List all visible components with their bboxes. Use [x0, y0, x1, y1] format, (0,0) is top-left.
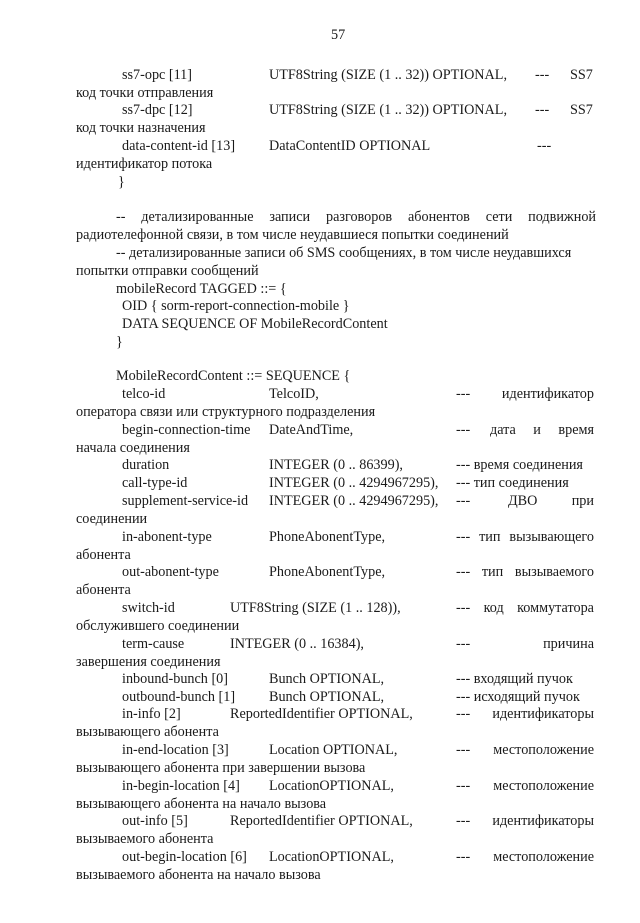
- asn1-oid: OID { sorm-report-connection-mobile }: [122, 298, 350, 314]
- field-type: UTF8String (SIZE (1 .. 32)) OPTIONAL,: [269, 102, 508, 118]
- comment-continuation: вызываемого абонента: [76, 831, 214, 847]
- field-name: supplement-service-id: [122, 493, 249, 509]
- comment-dash: ---: [537, 138, 552, 154]
- field-name: ss7-dpc [12]: [122, 102, 193, 118]
- field-type: PhoneAbonentType,: [269, 564, 386, 580]
- comment-dash: ---: [456, 706, 471, 722]
- field-name: in-info [2]: [122, 706, 181, 722]
- field-type: TelcoID,: [269, 386, 319, 402]
- comment-dash: ---: [456, 813, 471, 829]
- comment-continuation: идентификатор потока: [76, 156, 213, 172]
- field-name: out-info [5]: [122, 813, 188, 829]
- field-type: INTEGER (0 .. 4294967295),: [269, 493, 439, 509]
- comment-continuation: вызывающего абонента при завершении вызова: [76, 760, 366, 776]
- comment-dash: ---: [535, 102, 550, 118]
- field-type: LocationOPTIONAL,: [269, 849, 394, 865]
- comment-dash: ---: [456, 849, 471, 865]
- field-comment: ДВО при: [508, 493, 594, 509]
- comment-continuation: код точки назначения: [76, 120, 206, 136]
- field-comment: --- входящий пучок: [456, 671, 573, 687]
- comment-line: -- детализированные записи разговоров абонентов сети подвижной: [116, 209, 596, 225]
- field-name: duration: [122, 457, 170, 473]
- field-comment: местоположение: [493, 778, 594, 794]
- field-type: UTF8String (SIZE (1 .. 128)),: [230, 600, 401, 616]
- comment-dash: ---: [535, 67, 550, 83]
- field-name: in-begin-location [4]: [122, 778, 240, 794]
- field-type: PhoneAbonentType,: [269, 529, 386, 545]
- comment-dash: ---: [456, 636, 471, 652]
- field-name: term-cause: [122, 636, 185, 652]
- field-type: Location OPTIONAL,: [269, 742, 398, 758]
- comment-dash: ---: [456, 493, 471, 509]
- field-name: outbound-bunch [1]: [122, 689, 236, 705]
- comment-continuation: абонента: [76, 547, 131, 563]
- field-type: ReportedIdentifier OPTIONAL,: [230, 813, 413, 829]
- field-comment: SS7: [570, 102, 593, 118]
- field-name: in-abonent-type: [122, 529, 212, 545]
- field-comment: --- исходящий пучок: [456, 689, 580, 705]
- closing-brace: }: [118, 174, 125, 190]
- field-comment: --- тип вызывающего: [456, 529, 594, 545]
- field-comment: --- тип соединения: [456, 475, 569, 491]
- comment-dash: ---: [456, 742, 471, 758]
- comment-line: радиотелефонной связи, в том числе неудавшиеся попытки соединений: [76, 227, 509, 243]
- field-comment: местоположение: [493, 849, 594, 865]
- asn1-sequence-header: MobileRecordContent ::= SEQUENCE {: [116, 368, 351, 384]
- asn1-definition: mobileRecord TAGGED ::= {: [116, 281, 287, 297]
- closing-brace: }: [116, 334, 123, 350]
- comment-continuation: начала соединения: [76, 440, 190, 456]
- field-name: in-end-location [3]: [122, 742, 229, 758]
- field-name: telco-id: [122, 386, 166, 402]
- field-name: out-begin-location [6]: [122, 849, 247, 865]
- comment-line: -- детализированные записи об SMS сообщениях, в том числе неудавшихся: [116, 245, 572, 261]
- field-comment: идентификаторы: [492, 706, 594, 722]
- field-type: Bunch OPTIONAL,: [269, 689, 385, 705]
- field-name: switch-id: [122, 600, 175, 616]
- field-name: begin-connection-time: [122, 422, 251, 438]
- field-name: out-abonent-type: [122, 564, 219, 580]
- field-comment: идентификатор: [501, 386, 594, 402]
- comment-continuation: завершения соединения: [76, 654, 221, 670]
- field-name: inbound-bunch [0]: [122, 671, 228, 687]
- field-comment: идентификаторы: [492, 813, 594, 829]
- comment-continuation: код точки отправления: [76, 85, 214, 101]
- page-number: 57: [331, 27, 346, 43]
- field-type: UTF8String (SIZE (1 .. 32)) OPTIONAL,: [269, 67, 508, 83]
- field-name: data-content-id [13]: [122, 138, 236, 154]
- comment-continuation: обслужившего соединении: [76, 618, 240, 634]
- field-comment: --- время соединения: [456, 457, 583, 473]
- field-name: ss7-opc [11]: [122, 67, 193, 83]
- asn1-data-sequence: DATA SEQUENCE OF MobileRecordContent: [122, 316, 388, 332]
- comment-dash: ---: [456, 386, 471, 402]
- field-type: DataContentID OPTIONAL: [269, 138, 431, 154]
- comment-continuation: соединении: [76, 511, 148, 527]
- field-type: Bunch OPTIONAL,: [269, 671, 385, 687]
- field-name: call-type-id: [122, 475, 188, 491]
- comment-continuation: вызывающего абонента: [76, 724, 219, 740]
- field-comment: --- код коммутатора: [456, 600, 594, 616]
- field-comment: местоположение: [493, 742, 594, 758]
- comment-continuation: вызываемого абонента на начало вызова: [76, 867, 321, 883]
- field-type: INTEGER (0 .. 86399),: [269, 457, 403, 473]
- comment-dash: ---: [456, 422, 471, 438]
- field-comment: причина: [543, 636, 594, 652]
- field-type: INTEGER (0 .. 16384),: [230, 636, 364, 652]
- comment-continuation: абонента: [76, 582, 131, 598]
- comment-dash: ---: [456, 778, 471, 794]
- field-comment: дата и время: [490, 422, 594, 438]
- field-type: ReportedIdentifier OPTIONAL,: [230, 706, 413, 722]
- field-comment: --- тип вызываемого: [456, 564, 594, 580]
- field-type: LocationOPTIONAL,: [269, 778, 394, 794]
- field-type: INTEGER (0 .. 4294967295),: [269, 475, 439, 491]
- field-type: DateAndTime,: [269, 422, 354, 438]
- comment-line: попытки отправки сообщений: [76, 263, 259, 279]
- field-comment: SS7: [570, 67, 593, 83]
- comment-continuation: оператора связи или структурного подразделения: [76, 404, 376, 420]
- comment-continuation: вызывающего абонента на начало вызова: [76, 796, 327, 812]
